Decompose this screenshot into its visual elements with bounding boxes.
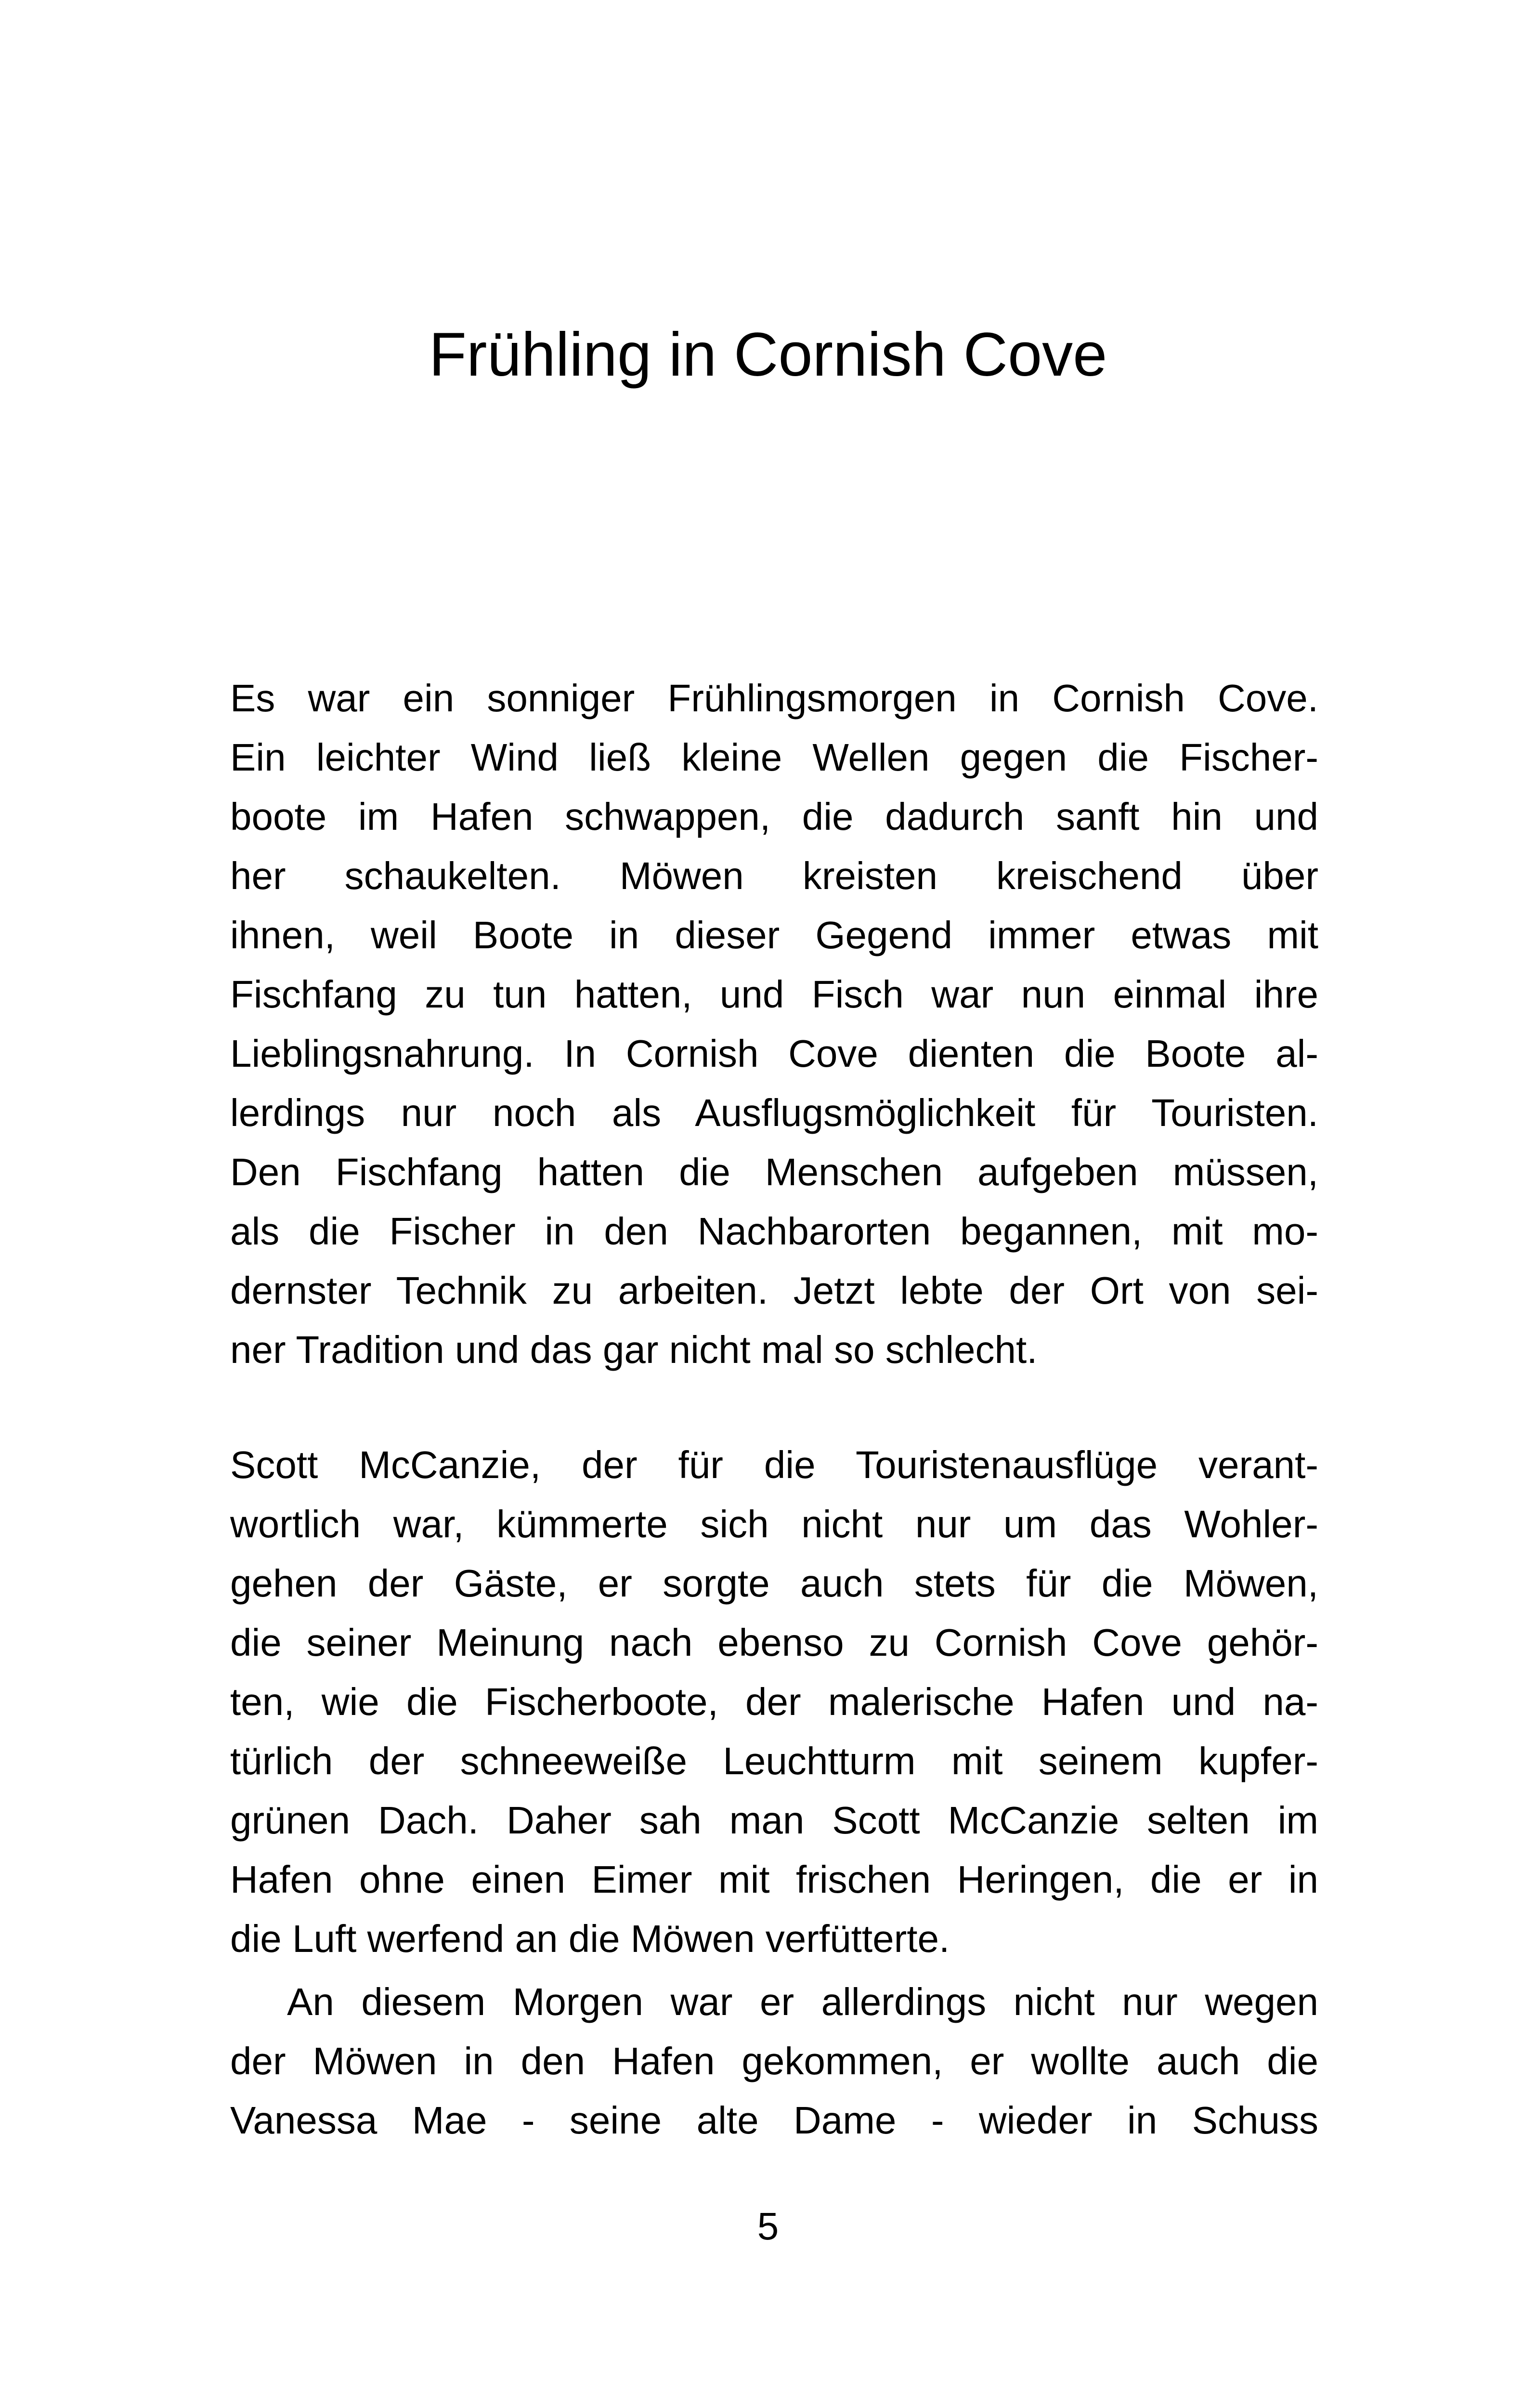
text-line: die seiner Meinung nach ebenso zu Cornish Cove gehör- xyxy=(230,1621,1318,1664)
paragraph-2 xyxy=(230,1435,1318,1968)
text-line: Es war ein sonniger Frühlingsmorgen in Cornish Cove. xyxy=(230,677,1318,720)
text-line: die Luft werfend an die Möwen verfütterte. xyxy=(230,1917,950,1960)
text-line: türlich der schneeweiße Leuchtturm mit seinem kupfer- xyxy=(230,1740,1318,1782)
text-line: her schaukelten. Möwen kreisten kreischend über xyxy=(230,854,1318,897)
text-line: ihnen, weil Boote in dieser Gegend immer etwas mit xyxy=(230,914,1318,956)
text-line: wortlich war, kümmerte sich nicht nur um das Wohler- xyxy=(230,1503,1318,1545)
page-number: 5 xyxy=(757,2205,779,2248)
text-line: Fischfang zu tun hatten, und Fisch war nun einmal ihre xyxy=(230,973,1318,1016)
paragraph-3 xyxy=(230,1972,1318,2150)
text-line: der Möwen in den Hafen gekommen, er wollte auch die xyxy=(230,2040,1318,2082)
text-line: boote im Hafen schwappen, die dadurch sanft hin und xyxy=(230,795,1318,838)
chapter-title: Frühling in Cornish Cove xyxy=(429,320,1107,389)
text-line: Ein leichter Wind ließ kleine Wellen gegen die Fischer- xyxy=(230,736,1318,779)
text-line: Vanessa Mae - seine alte Dame - wieder in Schuss xyxy=(230,2099,1318,2142)
text-line: dernster Technik zu arbeiten. Jetzt lebte der Ort von sei- xyxy=(230,1269,1318,1312)
text-line: gehen der Gäste, er sorgte auch stets für die Möwen, xyxy=(230,1562,1318,1605)
paragraph-1 xyxy=(230,668,1318,1379)
text-line: grünen Dach. Daher sah man Scott McCanzie selten im xyxy=(230,1799,1318,1842)
text-line: Scott McCanzie, der für die Touristenausflüge verant- xyxy=(230,1443,1318,1486)
text-line: lerdings nur noch als Ausflugsmöglichkeit für Touristen. xyxy=(230,1091,1318,1134)
text-line: als die Fischer in den Nachbarorten begannen, mit mo- xyxy=(230,1210,1318,1253)
text-line: ten, wie die Fischerboote, der malerische Hafen und na- xyxy=(230,1680,1318,1723)
text-line: ner Tradition und das gar nicht mal so schlecht. xyxy=(230,1328,1038,1371)
text-line: Hafen ohne einen Eimer mit frischen Heringen, die er in xyxy=(230,1858,1318,1901)
text-line: Lieblingsnahrung. In Cornish Cove dienten die Boote al- xyxy=(230,1032,1318,1075)
text-line: Den Fischfang hatten die Menschen aufgeben müssen, xyxy=(230,1151,1318,1193)
text-line: An diesem Morgen war er allerdings nicht nur wegen xyxy=(287,1980,1318,2023)
